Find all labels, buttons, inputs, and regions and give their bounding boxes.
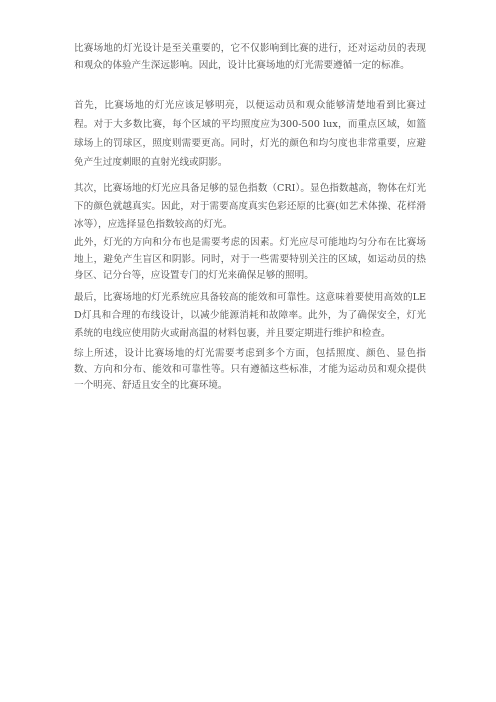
paragraph-color-rendering: 其次，比赛场地的灯光应具备足够的显色指数（CRI）。显色指数越高，物体在灯光下的颜色就越真实。因此，对于需要高度真实色彩还原的比赛(如艺术体操、花样滑冰等），应选择显色指数较高的灯光。 xyxy=(74,183,426,230)
paragraph-illuminance: 首先，比赛场地的灯光应该足够明亮，以便运动员和观众能够清楚地看到比赛过程。对于大多数比赛，每个区域的平均照度应为300-500 lux，而重点区域，如篮球场上的罚球区，照度则需要更高。同时，灯光的颜色和均匀度也非常重要，应避免产生过度刺眼的直射光线或阴影。 xyxy=(74,100,426,168)
paragraph-conclusion: 综上所述，设计比赛场地的灯光需要考虑到多个方面，包括照度、颜色、显色指数、方向和分布、能效和可靠性等。只有遵循这些标准，才能为运动员和观众提供一个明亮、舒适且安全的比赛环境。 xyxy=(74,348,426,391)
paragraph-efficiency-reliability: 最后，比赛场地的灯光系统应具备较高的能效和可靠性。这意味着要使用高效的LED灯具和合理的布线设计，以减少能源消耗和故障率。此外，为了确保安全，灯光系统的电线应使用防火或耐高温的材料包裹，并且要定期进行维护和检查。 xyxy=(74,292,426,339)
paragraph-intro: 比赛场地的灯光设计是至关重要的，它不仅影响到比赛的进行，还对运动员的表现和观众的体验产生深远影响。因此，设计比赛场地的灯光需要遵循一定的标准。 xyxy=(74,43,426,71)
paragraph-direction-distribution: 此外，灯光的方向和分布也是需要考虑的因素。灯光应尽可能地均匀分布在比赛场地上，避免产生盲区和阴影。同时，对于一些需要特别关注的区域，如运动员的热身区、记分台等，应设置专门的灯光来确保足够的照明。 xyxy=(74,237,426,281)
